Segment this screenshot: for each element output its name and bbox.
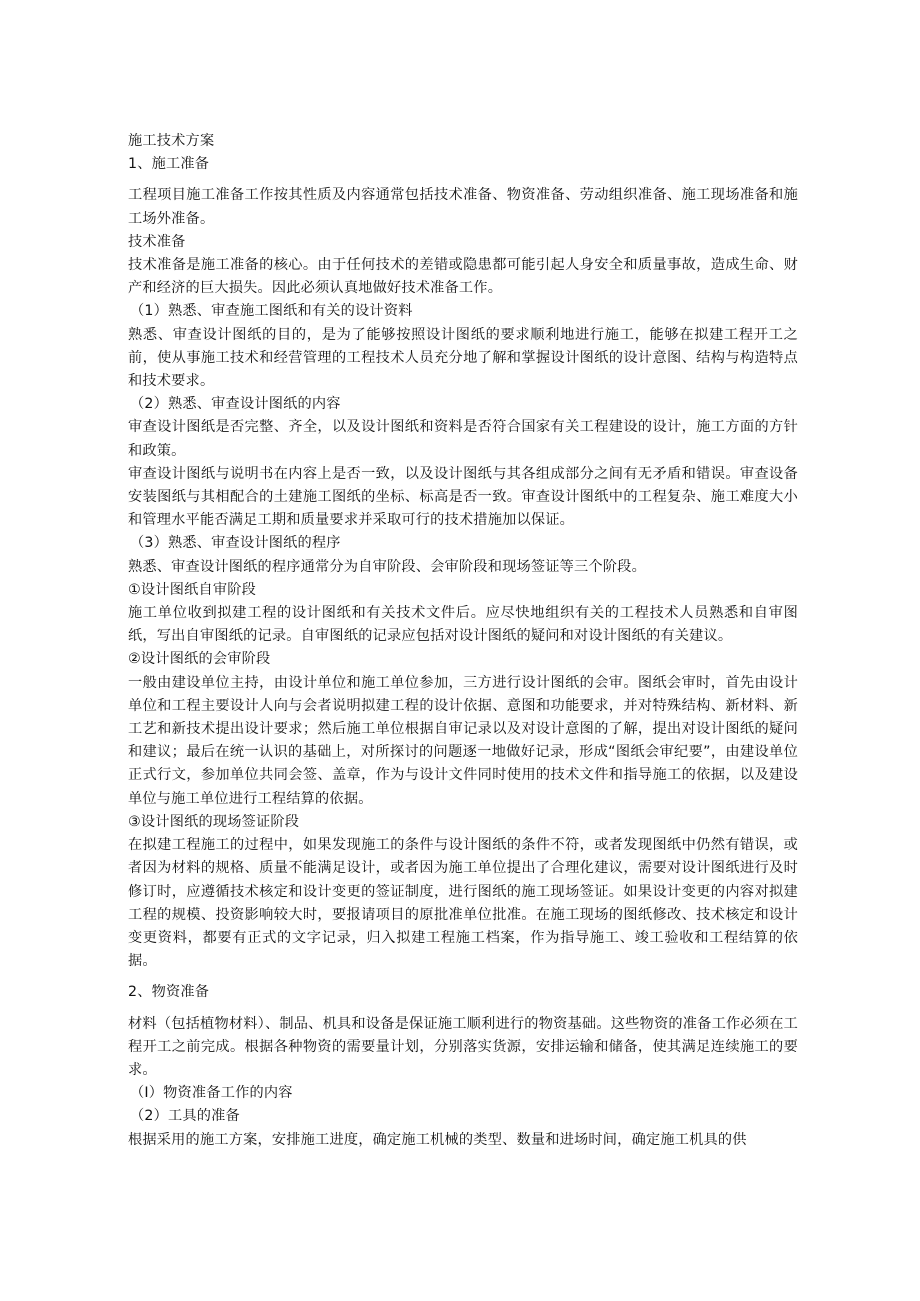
paragraph: 熟悉、审查设计图纸的目的，是为了能够按照设计图纸的要求顺利地进行施工，能够在拟建工程开工之前，使从事施工技术和经营管理的工程技术人员充分地了解和掌握设计图纸的设计意图、结构与构造特点和技术要求。 [128, 326, 798, 390]
paragraph: 熟悉、审查设计图纸的程序通常分为自审阶段、会审阶段和现场签证等三个阶段。 [128, 558, 646, 575]
paragraph: 根据采用的施工方案，安排施工进度，确定施工机械的类型、数量和进场时间，确定施工机具的供 [128, 1131, 747, 1148]
stage-heading-2: ②设计图纸的会审阶段 [128, 651, 271, 668]
paragraph: 工程项目施工准备工作按其性质及内容通常包括技术准备、物资准备、劳动组织准备、施工现场准备和施工场外准备。 [128, 187, 798, 227]
subsection-heading: 技术准备 [128, 233, 186, 250]
item-heading-1: （1）熟悉、审查施工图纸和有关的设计资料 [130, 303, 413, 320]
stage-heading-3: ③设计图纸的现场签证阶段 [128, 813, 300, 830]
section-heading-2: 2、物资准备 [128, 984, 210, 1001]
paragraph: 材料（包括植物材料）、制品、机具和设备是保证施工顺利进行的物资基础。这些物资的准备工作必须在工程开工之前完成。根据各种物资的需要量计划，分别落实货源，安排运输和储备，使其满足连续施工的要求。 [128, 1015, 798, 1078]
paragraph: 施工单位收到拟建工程的设计图纸和有关技术文件后。应尽快地组织有关的工程技术人员熟悉和自审图纸，写出自审图纸的记录。自审图纸的记录应包括对设计图纸的疑问和对设计图纸的有关建议。 [128, 605, 798, 645]
document-body [128, 130, 798, 1152]
item-heading-2: （2）熟悉、审查设计图纸的内容 [130, 396, 341, 413]
stage-heading-1: ①设计图纸自审阶段 [128, 581, 257, 598]
item-heading-5: （2）工具的准备 [130, 1108, 240, 1125]
item-heading-4: （I）物资准备工作的内容 [130, 1085, 293, 1102]
document-title: 施工技术方案 [128, 133, 215, 149]
paragraph: 技术准备是施工准备的核心。由于任何技术的差错或隐患都可能引起人身安全和质量事故，造成生命、财产和经济的巨大损失。因此必须认真地做好技术准备工作。 [128, 257, 798, 297]
section-heading-1: 1、施工准备 [128, 156, 210, 173]
item-heading-3: （3）熟悉、审查设计图纸的程序 [130, 535, 341, 552]
paragraph: 在拟建工程施工的过程中，如果发现施工的条件与设计图纸的条件不符，或者发现图纸中仍然有错误，或者因为材料的规格、质量不能满足设计，或者因为施工单位提出了合理化建议，需要对设计图纸进行及时修订时，应遵循技术核定和设计变更的签证制度，进行图纸的施工现场签证。如果设计变更的内容对拟建工程的规模、投资影响较大时，要报请项目的原批准单位批准。在施工现场的图纸修改、技术核定和设计变更资料，都要有正式的文字记录，归入拟建工程施工档案，作为指导施工、竣工验收和工程结算的依据。 [128, 837, 798, 970]
paragraph: 一般由建设单位主持，由设计单位和施工单位参加，三方进行设计图纸的会审。图纸会审时，首先由设计单位和工程主要设计人向与会者说明拟建工程的设计依据、意图和功能要求，并对特殊结构、新材料、新工艺和新技术提出设计要求；然后施工单位根据自审记录以及对设计意图的了解，提出对设计图纸的疑问和建议；最后在统一认识的基础上，对所探讨的问题逐一地做好记录，形成“图纸会审纪要”，由建设单位正式行文，参加单位共同会签、盖章，作为与设计文件同时使用的技术文件和指导施工的依据，以及建设单位与施工单位进行工程结算的依据。 [128, 674, 798, 807]
paragraph: 审查设计图纸与说明书在内容上是否一致，以及设计图纸与其各组成部分之间有无矛盾和错误。审查设备安装图纸与其相配合的土建施工图纸的坐标、标高是否一致。审查设计图纸中的工程复杂、施工难度大小和管理水平能否满足工期和质量要求并采取可行的技术措施加以保证。 [128, 465, 798, 529]
paragraph: 审查设计图纸是否完整、齐全，以及设计图纸和资料是否符合国家有关工程建设的设计，施工方面的方针和政策。 [128, 419, 798, 459]
